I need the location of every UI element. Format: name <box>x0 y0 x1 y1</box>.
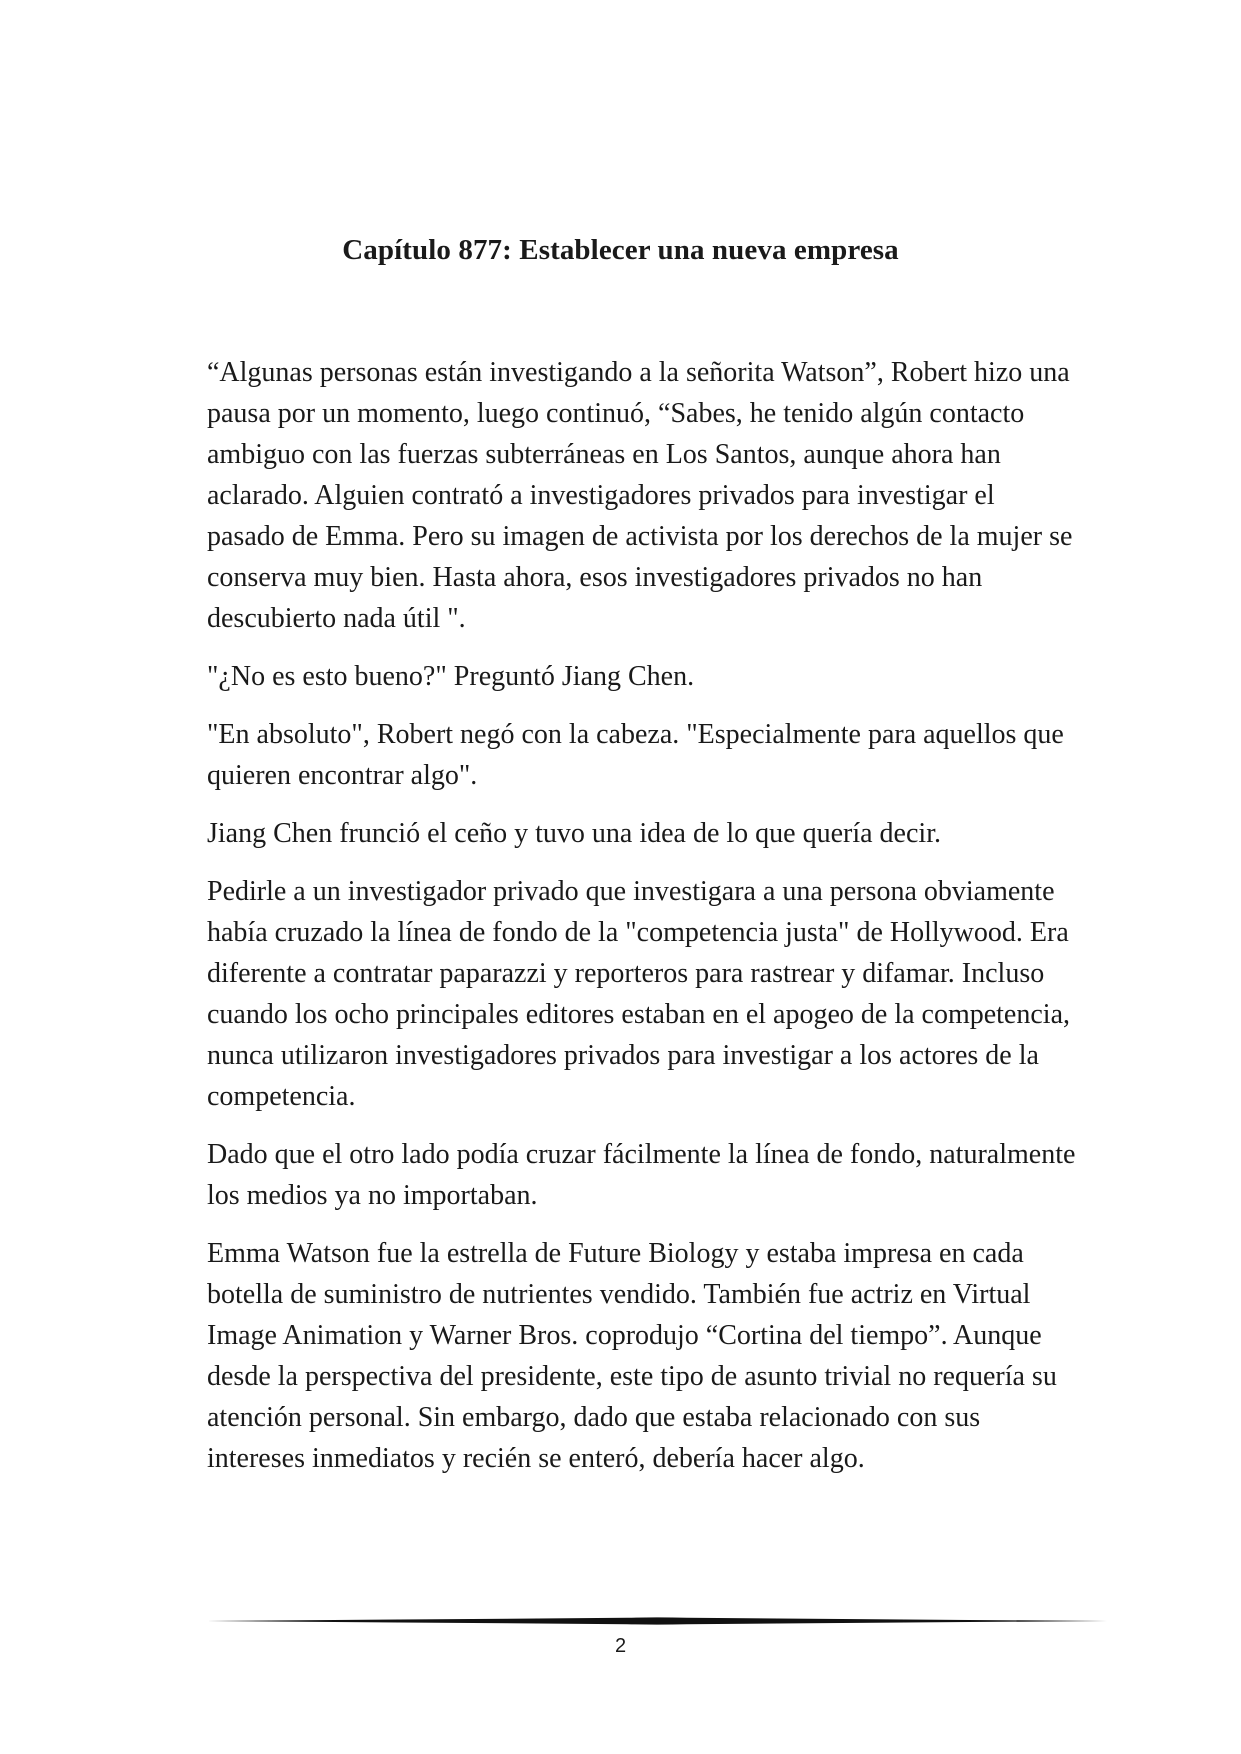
paragraph: Pedirle a un investigador privado que investigara a una persona obviamente había cruzado la línea de fondo de la "competencia justa" de Hollywood. Era diferente a contratar paparazzi y reporteros para rastrear y difamar. Incluso cuando los ocho principales editores estaban en el apogeo de la competencia, nunca utilizaron investigadores privados para investigar a los actores de la competencia. <box>207 876 1070 1112</box>
paragraph: Dado que el otro lado podía cruzar fácilmente la línea de fondo, naturalmente los medios ya no importaban. <box>207 1139 1076 1211</box>
paragraph: Jiang Chen frunció el ceño y tuvo una idea de lo que quería decir. <box>207 818 941 849</box>
chapter-title: Capítulo 877: Establecer una nueva empresa <box>342 234 899 266</box>
chapter-body <box>207 352 1077 1496</box>
footer-divider <box>207 1617 1107 1625</box>
paragraph: "En absoluto", Robert negó con la cabeza. "Especialmente para aquellos que quieren encontrar algo". <box>207 719 1064 791</box>
paragraph: Emma Watson fue la estrella de Future Biology y estaba impresa en cada botella de suministro de nutrientes vendido. También fue actriz en Virtual Image Animation y Warner Bros. coprodujo “Cortina del tiempo”. Aunque desde la perspectiva del presidente, este tipo de asunto trivial no requería su atención personal. Sin embargo, dado que estaba relacionado con sus intereses inmediatos y recién se enteró, debería hacer algo. <box>207 1238 1057 1474</box>
paragraph: "¿No es esto bueno?" Preguntó Jiang Chen. <box>207 661 695 692</box>
page-number: 2 <box>614 1635 627 1657</box>
paragraph: “Algunas personas están investigando a la señorita Watson”, Robert hizo una pausa por un momento, luego continuó, “Sabes, he tenido algún contacto ambiguo con las fuerzas subterráneas en Los Santos, aunque ahora han aclarado. Alguien contrató a investigadores privados para investigar el pasado de Emma. Pero su imagen de activista por los derechos de la mujer se conserva muy bien. Hasta ahora, esos investigadores privados no han descubierto nada útil ". <box>207 357 1073 634</box>
